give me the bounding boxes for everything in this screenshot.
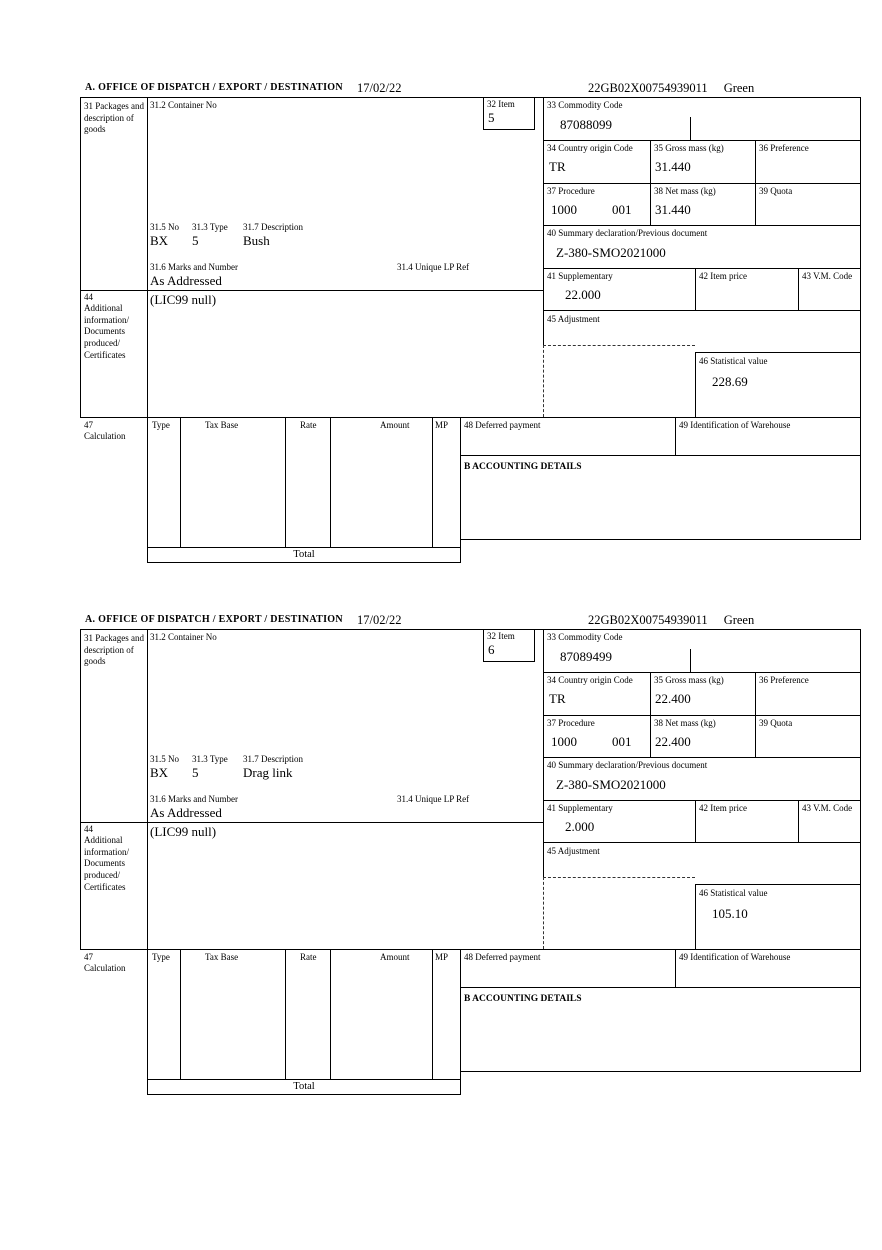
line-46-left — [695, 352, 696, 417]
line-under-48 — [460, 455, 861, 456]
section-header-title: A. OFFICE OF DISPATCH / EXPORT / DESTINATION — [85, 82, 343, 93]
line-41-42 — [695, 800, 696, 842]
box33-value: 87088099 — [560, 117, 612, 132]
line-left-column — [147, 97, 148, 417]
box31-5-label: 31.5 No — [150, 754, 179, 764]
line-under-37 — [543, 225, 860, 226]
calc-table — [147, 949, 461, 1095]
line-under-34 — [543, 715, 860, 716]
box31-7-label: 31.7 Description — [243, 754, 303, 764]
box47-num: 47 — [84, 952, 93, 962]
box46-label: 46 Statistical value — [699, 888, 768, 898]
box40-label: 40 Summary declaration/Previous document — [547, 228, 708, 238]
box47-label: Calculation — [84, 431, 126, 441]
box48-label: 48 Deferred payment — [464, 420, 541, 430]
box31-7-label: 31.7 Description — [243, 222, 303, 232]
box32-item — [483, 97, 535, 130]
line-under-41 — [543, 310, 860, 311]
line-commodity-divider — [690, 117, 691, 140]
line-col-1 — [180, 417, 181, 547]
box35-label: 35 Gross mass (kg) — [654, 675, 724, 685]
box35-label: 35 Gross mass (kg) — [654, 143, 724, 153]
line-col-3 — [330, 417, 331, 547]
line-col-3 — [330, 949, 331, 1079]
line-48-49 — [675, 417, 676, 455]
box39-label: 39 Quota — [759, 186, 793, 196]
line-under-33 — [543, 672, 860, 673]
dash-under-45 — [543, 877, 695, 878]
line-42-43 — [798, 268, 799, 310]
box34-value: TR — [549, 691, 566, 706]
main-box — [80, 629, 861, 950]
box37-value-1: 1000 — [551, 734, 577, 749]
box31-4-label: 31.4 Unique LP Ref — [397, 794, 470, 804]
box32-label: 32 Item — [487, 631, 515, 641]
box38-label: 38 Net mass (kg) — [654, 186, 716, 196]
line-under-33 — [543, 140, 860, 141]
line-col-2 — [285, 949, 286, 1079]
box44-num: 44 — [84, 292, 93, 302]
line-col-1 — [180, 949, 181, 1079]
box47-num: 47 — [84, 420, 93, 430]
box40-value: Z-380-SMO2021000 — [556, 245, 666, 260]
dash-under-45 — [543, 345, 695, 346]
box31-3-value: 5 — [192, 233, 199, 248]
box34-label: 34 Country origin Code — [547, 675, 633, 685]
box33-value: 87089499 — [560, 649, 612, 664]
acct-box — [460, 949, 861, 1072]
box44-label: Additional information/ Documents produced/ Certificates — [84, 835, 129, 892]
line-42-43 — [798, 800, 799, 842]
box49-label: 49 Identification of Warehouse — [679, 420, 791, 430]
box32-value: 6 — [488, 642, 495, 657]
acct-box — [460, 417, 861, 540]
declaration-item-section — [0, 612, 882, 1112]
line-col-2 — [285, 417, 286, 547]
box31-3-value: 5 — [192, 765, 199, 780]
box36-label: 36 Preference — [759, 675, 809, 685]
col-type: Type — [152, 420, 170, 430]
line-under-37 — [543, 757, 860, 758]
mrn-number: 22GB02X00754939011 — [588, 81, 708, 95]
box46-label: 46 Statistical value — [699, 356, 768, 366]
box31-7-value: Drag link — [243, 765, 293, 780]
col-tax-base: Tax Base — [205, 420, 239, 430]
declaration-item-section — [0, 80, 882, 580]
calc-table — [147, 417, 461, 563]
box31-label: 31 Packages and description of goods — [84, 101, 144, 135]
col-type: Type — [152, 952, 170, 962]
line-total-top — [147, 1079, 461, 1080]
box44-value: (LIC99 null) — [150, 292, 217, 307]
line-41-42 — [695, 268, 696, 310]
accounting-label: B ACCOUNTING DETAILS — [464, 462, 582, 472]
col-amount: Amount — [380, 952, 410, 962]
line-under-48 — [460, 987, 861, 988]
box38-value: 22.400 — [655, 734, 691, 749]
box46-value: 105.10 — [712, 906, 748, 921]
box32-item — [483, 629, 535, 662]
col-amount: Amount — [380, 420, 410, 430]
box37-label: 37 Procedure — [547, 718, 595, 728]
box31-6-value: As Addressed — [150, 273, 222, 288]
box31-4-label: 31.4 Unique LP Ref — [397, 262, 470, 272]
box45-label: 45 Adjustment — [547, 846, 600, 856]
box41-value: 2.000 — [565, 819, 595, 834]
box33-label: 33 Commodity Code — [547, 100, 623, 110]
box32-value: 5 — [488, 110, 495, 125]
line-under-34 — [543, 183, 860, 184]
routing-status: Green — [723, 613, 755, 627]
box41-value: 22.000 — [565, 287, 601, 302]
line-col-4 — [432, 417, 433, 547]
routing-status: Green — [723, 81, 755, 95]
box40-label: 40 Summary declaration/Previous document — [547, 760, 708, 770]
box31-5-label: 31.5 No — [150, 222, 179, 232]
total-label: Total — [293, 1081, 315, 1092]
total-label: Total — [293, 549, 315, 560]
box35-value: 31.440 — [655, 159, 691, 174]
box44-label: Additional information/ Documents produced/ Certificates — [84, 303, 129, 360]
box31-5-value: BX — [150, 233, 169, 248]
box46-value: 228.69 — [712, 374, 748, 389]
box38-value: 31.440 — [655, 202, 691, 217]
box31-2-label: 31.2 Container No — [150, 100, 217, 110]
line-right-column — [543, 629, 544, 877]
col-rate: Rate — [300, 420, 317, 430]
box36-label: 36 Preference — [759, 143, 809, 153]
main-box — [80, 97, 861, 418]
box42-label: 42 Item price — [699, 271, 747, 281]
box44-value: (LIC99 null) — [150, 824, 217, 839]
line-under-marks — [80, 290, 543, 291]
mrn-number: 22GB02X00754939011 — [588, 613, 708, 627]
box31-2-label: 31.2 Container No — [150, 632, 217, 642]
box44-num: 44 — [84, 824, 93, 834]
line-48-49 — [675, 949, 676, 987]
line-46-top — [695, 352, 861, 353]
box31-6-label: 31.6 Marks and Number — [150, 794, 238, 804]
dash-right-column — [543, 877, 544, 949]
line-46-left — [695, 884, 696, 949]
line-col-4 — [432, 949, 433, 1079]
col-rate: Rate — [300, 952, 317, 962]
box32-label: 32 Item — [487, 99, 515, 109]
box38-label: 38 Net mass (kg) — [654, 718, 716, 728]
box31-3-label: 31.3 Type — [192, 754, 228, 764]
dash-right-column — [543, 345, 544, 417]
box35-value: 22.400 — [655, 691, 691, 706]
box39-label: 39 Quota — [759, 718, 793, 728]
declaration-date: 17/02/22 — [357, 613, 402, 627]
box31-label: 31 Packages and description of goods — [84, 633, 144, 667]
box48-label: 48 Deferred payment — [464, 952, 541, 962]
accounting-label: B ACCOUNTING DETAILS — [464, 994, 582, 1004]
box33-label: 33 Commodity Code — [547, 632, 623, 642]
box47-label: Calculation — [84, 963, 126, 973]
col-tax-base: Tax Base — [205, 952, 239, 962]
box37-label: 37 Procedure — [547, 186, 595, 196]
box34-label: 34 Country origin Code — [547, 143, 633, 153]
box45-label: 45 Adjustment — [547, 314, 600, 324]
declaration-reference — [588, 613, 754, 628]
box31-6-label: 31.6 Marks and Number — [150, 262, 238, 272]
box37-value-2: 001 — [612, 734, 632, 749]
declaration-date: 17/02/22 — [357, 81, 402, 95]
box42-label: 42 Item price — [699, 803, 747, 813]
col-mp: MP — [435, 952, 449, 962]
line-46-top — [695, 884, 861, 885]
line-under-41 — [543, 842, 860, 843]
declaration-reference — [588, 81, 754, 96]
box37-value-2: 001 — [612, 202, 632, 217]
box37-value-1: 1000 — [551, 202, 577, 217]
box40-value: Z-380-SMO2021000 — [556, 777, 666, 792]
line-commodity-divider — [690, 649, 691, 672]
line-under-40 — [543, 800, 860, 801]
box31-3-label: 31.3 Type — [192, 222, 228, 232]
box31-5-value: BX — [150, 765, 169, 780]
line-total-top — [147, 547, 461, 548]
line-right-column — [543, 97, 544, 345]
line-under-marks — [80, 822, 543, 823]
box31-6-value: As Addressed — [150, 805, 222, 820]
box43-label: 43 V.M. Code — [802, 803, 853, 813]
line-under-40 — [543, 268, 860, 269]
box41-label: 41 Supplementary — [547, 803, 613, 813]
col-mp: MP — [435, 420, 449, 430]
line-left-column — [147, 629, 148, 949]
box34-value: TR — [549, 159, 566, 174]
section-header-title: A. OFFICE OF DISPATCH / EXPORT / DESTINATION — [85, 614, 343, 625]
box49-label: 49 Identification of Warehouse — [679, 952, 791, 962]
box31-7-value: Bush — [243, 233, 270, 248]
box43-label: 43 V.M. Code — [802, 271, 853, 281]
box41-label: 41 Supplementary — [547, 271, 613, 281]
